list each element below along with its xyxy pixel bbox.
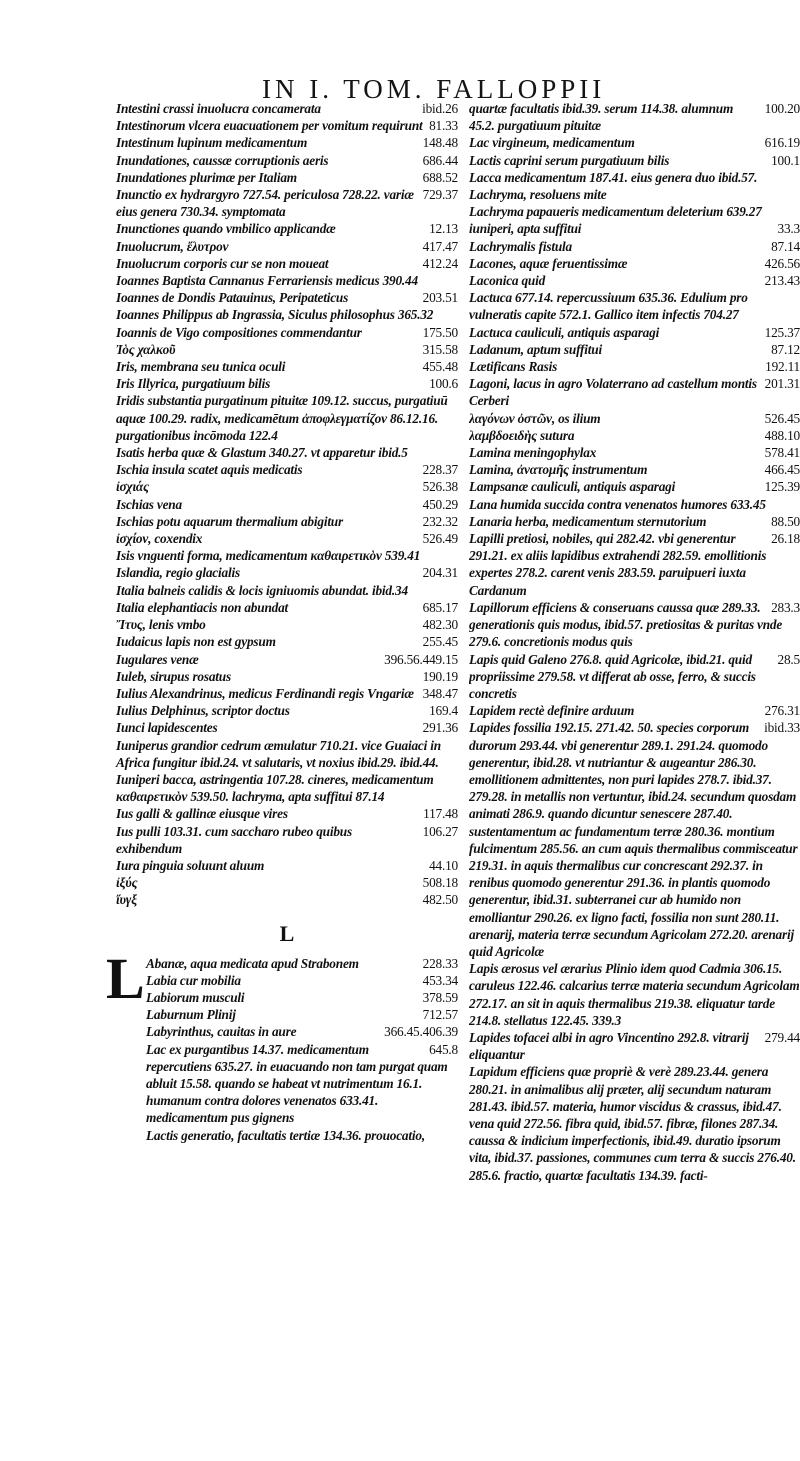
entry-text: Iris Illyrica, purgatiuum bilis — [116, 376, 271, 392]
entry-text: Ioannes Baptista Cannanus Ferrariensis medicus 390.44 — [116, 273, 418, 289]
entry-reference: 213.43 — [764, 273, 800, 289]
entry-reference: 100.1 — [771, 152, 800, 168]
index-entry — [116, 220, 458, 237]
index-entry — [146, 955, 458, 972]
index-entry — [469, 341, 800, 358]
entry-text: Lactuca cauliculi, antiquis asparagi — [469, 324, 660, 340]
entry-text: Lampsanæ cauliculi, antiquis asparagi — [469, 479, 676, 495]
entry-text: Labiorum musculi — [146, 989, 245, 1005]
index-entry — [469, 513, 800, 530]
index-entry — [116, 547, 458, 564]
index-entry — [469, 324, 800, 341]
entry-reference: 203.51 — [422, 290, 458, 306]
entry-text: Intestinum lupinum medicamentum — [116, 135, 308, 151]
entry-reference: 729.37 — [422, 187, 458, 203]
entry-text: Iridis substantia purgatinum pituitæ 109.12. succus, purgatiuū aquæ 100.29. radix, medicamētum ἀποφλεγματίζον 86.12.16. purgationibus incōmoda 122.4 — [116, 393, 448, 443]
entry-text: Intestinorum vlcera euacuationem per vomitum requirunt — [116, 118, 423, 134]
entry-text: ἴυγξ — [116, 892, 137, 908]
index-entry — [469, 461, 800, 478]
entry-text: Ius pulli 103.31. cum saccharo rubeo quibus exhibendum — [116, 823, 352, 856]
index-entry — [116, 341, 458, 358]
index-entry — [116, 530, 458, 547]
entry-text: Labyrinthus, cauitas in aure — [146, 1024, 297, 1040]
index-entry — [469, 702, 800, 719]
index-entry — [116, 392, 458, 444]
entry-reference: 466.45 — [764, 462, 800, 478]
left-entries-l — [116, 955, 458, 1144]
index-entry — [116, 685, 458, 702]
entry-reference: 12.13 — [429, 221, 458, 237]
entry-reference: 578.41 — [764, 445, 800, 461]
index-entry — [116, 169, 458, 186]
running-header: IN I. TOM. FALLOPPII — [262, 74, 606, 104]
entry-text: quartæ facultatis ibid.39. serum 114.38. alumnum 45.2. purgatiuum pituitæ — [469, 101, 734, 134]
entry-text: Labia cur mobilia — [146, 972, 241, 988]
index-entry — [469, 651, 800, 703]
entry-reference: 645.8 — [429, 1041, 458, 1057]
entry-text: Lac virgineum, medicamentum — [469, 135, 635, 151]
entry-reference: 26.18 — [771, 531, 800, 547]
entry-text: Lagoni, lacus in agro Volaterrano ad castellum montis Cerberi — [469, 376, 757, 409]
entry-reference: 688.52 — [422, 169, 458, 185]
entry-text: Lapidum efficiens quæ propriè & verè 289.23.44. genera 280.21. in animalibus alij præter, alij secundum naturam 281.43. ibid.57. materia, humor viscidus & crassus, ibid.47. vena quid 272.56. fibra quid, ibid.57. fibræ, filones 287.34. caussa & indicium imperfectionis, ibid.49. duratio ipsorum vita, ibid.37. passiones, communes cum terra & succis 276.40. 285.6. fractio, quartæ facultatis 134.39. facti- — [469, 1064, 796, 1183]
entry-reference: 315.58 — [422, 341, 458, 357]
entry-text: Lapis ærosus vel ærarius Plinio idem quod Cadmia 306.15. caruleus 122.46. calcarius terræ materia secundum Agricolam 272.17. an sit in aquis thermalibus 219.38. eliquatur tarde 214.8. stellatus 122.45. 339.3 — [469, 961, 800, 1028]
index-entry — [116, 668, 458, 685]
index-entry — [469, 375, 800, 409]
entry-reference: ibid.26 — [422, 101, 458, 116]
entry-reference: 482.30 — [422, 617, 458, 633]
index-entry — [116, 358, 458, 375]
index-entry — [469, 1063, 800, 1183]
index-entry — [469, 599, 800, 651]
index-entry — [469, 530, 800, 599]
entry-reference: 450.29 — [422, 496, 458, 512]
entry-text: Iuleb, sirupus rosatus — [116, 668, 231, 684]
entry-reference: 87.12 — [771, 341, 800, 357]
index-entry — [469, 427, 800, 444]
entry-reference: ibid.33 — [764, 720, 800, 736]
index-entry — [116, 582, 458, 599]
entry-text: Lactis generatio, facultatis tertiæ 134.36. prouocatio, — [146, 1127, 425, 1143]
entry-text: Isatis herba quæ & Glastum 340.27. vt apparetur ibid.5 — [116, 445, 408, 461]
index-entry — [469, 289, 800, 323]
entry-reference: 81.33 — [429, 118, 458, 134]
entry-text: Ischias potu aquarum thermalium abigitur — [116, 513, 343, 529]
entry-reference: 283.3 — [771, 599, 800, 615]
entry-text: Abanæ, aqua medicata apud Strabonem — [146, 955, 359, 971]
entry-text: Laburnum Plinij — [146, 1007, 236, 1023]
entry-text: Lactis caprini serum purgatiuum bilis — [469, 152, 670, 168]
entry-text: Intestini crassi inuolucra concamerata — [116, 101, 321, 116]
entry-reference: 279.44 — [764, 1029, 800, 1045]
entry-reference: 455.48 — [422, 359, 458, 375]
index-entry — [116, 857, 458, 874]
index-entry — [469, 100, 800, 134]
entry-reference: 488.10 — [764, 427, 800, 443]
index-entry — [116, 771, 458, 805]
index-entry — [469, 478, 800, 495]
index-entry — [116, 702, 458, 719]
index-entry — [116, 805, 458, 822]
index-entry — [469, 152, 800, 169]
entry-reference: 412.24 — [422, 255, 458, 271]
entry-reference: 169.4 — [429, 703, 458, 719]
entry-reference: 255.45 — [422, 634, 458, 650]
dropcap-block — [106, 945, 458, 1144]
entry-text: Ioannes de Dondis Patauinus, Peripateticus — [116, 290, 349, 306]
index-entry — [469, 358, 800, 375]
entry-reference: 228.33 — [422, 955, 458, 971]
index-entry — [469, 255, 800, 272]
index-entry — [116, 289, 458, 306]
index-entry — [116, 651, 458, 668]
left-column — [106, 100, 458, 1144]
entry-text: Ioannes Philippus ab Ingrassia, Siculus philosophus 365.32 — [116, 307, 434, 323]
entry-reference: 228.37 — [422, 462, 458, 478]
entry-text: Ἴτυς, lenis vmbo — [116, 617, 206, 633]
entry-text: Lacones, aquæ feruentissimæ — [469, 255, 628, 271]
entry-text: Ἰὸς χαλκοῦ — [116, 341, 176, 357]
entry-text: Lactuca 677.14. repercussiuum 635.36. Edulium pro vulneratis capite 572.1. Gallico item infectis 704.27 — [469, 290, 748, 323]
index-entry — [116, 152, 458, 169]
entry-text: Iuniperus grandior cedrum æmulatur 710.21. vice Guaiaci in Africa fungitur ibid.24. vt salutaris, vt noxius ibid.29. ibid.44. — [116, 737, 441, 770]
entry-reference: 348.47 — [422, 685, 458, 701]
entry-text: Ischias vena — [116, 496, 182, 512]
index-entry — [116, 891, 458, 908]
entry-reference: 686.44 — [422, 152, 458, 168]
entry-text: Lapides fossilia 192.15. 271.42. 50. species corporum durorum 293.44. vbi generentur 289.1. 291.24. quomodo generentur, ibid.28. vt nutriantur & augeantur 286.30. emollitionem admittentes, non puri lapides 278.7. ibid.37. 279.28. in metallis non vertuntur, ibid.24. secundum quosdam animati 286.9. quando dicuntur senescere 287.40. sustentamentum ac fundamentum terræ 280.36. montium fulcimentum 285.56. an cum aquis thermalibus commisceatur 219.31. in aquis thermalibus cur concrescant 292.37. in renibus quomodo generentur 291.36. in plantis quomodo generentur, ibid.31. subterranei cur ab humido non emolliantur 290.26. ex ligno facti, fossilia non sunt 280.11. arenarij, materia terræ secundum Agricolam 272.20. arenarij quid Agricolæ — [469, 720, 798, 959]
entry-text: Islandia, regio glacialis — [116, 565, 240, 581]
index-entry — [116, 461, 458, 478]
entry-text: Lamina meningophylax — [469, 445, 597, 461]
entry-reference: 417.47 — [422, 238, 458, 254]
entry-text: Inuolucrum corporis cur se non moueat — [116, 255, 329, 271]
entry-reference: 616.19 — [764, 135, 800, 151]
entry-reference: 378.59 — [422, 989, 458, 1005]
entry-text: Lapides tofacei albi in agro Vincentino 292.8. vitrarij eliquantur — [469, 1029, 749, 1063]
entry-text: Laconica quid — [469, 273, 546, 289]
entry-text: Inuolucrum, ἔλυτρον — [116, 238, 229, 254]
index-entry — [469, 719, 800, 960]
entry-text: Lamina, ἀνατομῆς instrumentum — [469, 462, 648, 478]
entry-reference: 100.6 — [429, 376, 458, 392]
entry-reference: 712.57 — [422, 1007, 458, 1023]
entry-reference: 276.31 — [764, 703, 800, 719]
entry-reference: 88.50 — [771, 513, 800, 529]
entry-text: Lanaria herba, medicamentum sternutorium — [469, 513, 707, 529]
index-entry — [146, 989, 458, 1006]
entry-text: Italia elephantiacis non abundat — [116, 599, 289, 615]
entry-text: Iura pinguia soluunt aluum — [116, 857, 265, 873]
entry-reference: 175.50 — [422, 324, 458, 340]
entry-text: Iunci lapidescentes — [116, 720, 218, 736]
index-entry — [116, 823, 458, 857]
entry-text: Inundationes, caussæ corruptionis aeris — [116, 152, 329, 168]
entry-text: Lacca medicamentum 187.41. eius genera duo ibid.57. — [469, 169, 758, 185]
entry-text: Iudaicus lapis non est gypsum — [116, 634, 276, 650]
entry-reference: 100.20 — [764, 101, 800, 116]
entry-text: Lana humida succida contra venenatos humores 633.45 — [469, 496, 766, 512]
index-entry — [116, 719, 458, 736]
entry-text: Lætificans Rasis — [469, 359, 558, 375]
index-entry — [116, 616, 458, 633]
index-entry — [469, 444, 800, 461]
index-entry — [146, 1041, 458, 1127]
entry-text: Ius galli & gallinæ eiusque vires — [116, 806, 288, 822]
index-entry — [116, 375, 458, 392]
entry-reference: 508.18 — [422, 875, 458, 891]
index-entry — [116, 324, 458, 341]
entry-reference: 117.48 — [423, 806, 458, 822]
entry-text: Lachryma, resoluens mite — [469, 187, 607, 203]
index-entry — [116, 737, 458, 771]
index-entry — [146, 972, 458, 989]
entry-text: Iris, membrana seu tunica oculi — [116, 359, 286, 375]
index-entry — [116, 444, 458, 461]
entry-text: Isis vnguenti forma, medicamentum καθαιρετικὸν 539.41 — [116, 548, 421, 564]
index-entry — [469, 238, 800, 255]
entry-text: Ladanum, aptum suffitui — [469, 341, 602, 357]
entry-reference: 33.3 — [777, 221, 800, 237]
entry-reference: 28.5 — [777, 651, 800, 667]
entry-text: Inunctio ex hydrargyro 727.54. periculosa 728.22. variæ eius genera 730.34. symptomata — [116, 187, 414, 220]
index-entry — [469, 169, 800, 186]
index-entry — [469, 186, 800, 203]
index-entry — [116, 186, 458, 220]
entry-text: Inunctiones quando vmbilico applicandæ — [116, 221, 336, 237]
index-entry — [469, 496, 800, 513]
entry-text: iuniperi, apta suffitui — [469, 221, 582, 237]
index-entry — [116, 564, 458, 581]
entry-reference: 526.38 — [422, 479, 458, 495]
index-entry — [116, 238, 458, 255]
index-entry — [146, 1023, 458, 1040]
entry-text: Lachryma papaueris medicamentum deleterium 639.27 — [469, 204, 762, 220]
index-entry — [116, 496, 458, 513]
entry-text: Ischia insula scatet aquis medicatis — [116, 462, 303, 478]
index-entry — [116, 272, 458, 289]
index-entry — [116, 478, 458, 495]
entry-text: Inundationes plurimæ per Italiam — [116, 169, 297, 185]
index-entry — [469, 134, 800, 151]
index-entry — [116, 255, 458, 272]
entry-reference: 482.50 — [422, 892, 458, 908]
entry-reference: 453.34 — [422, 972, 458, 988]
entry-reference: 44.10 — [429, 857, 458, 873]
dropcap: L — [106, 945, 145, 1011]
entry-reference: 232.32 — [422, 513, 458, 529]
index-entry — [116, 306, 458, 323]
entry-reference: 125.39 — [764, 479, 800, 495]
entry-text: Iuniperi bacca, astringentia 107.28. cineres, medicamentum καθαιρετικὸν 539.50. lachryma, apta suffitui 87.14 — [116, 771, 434, 805]
index-entry — [116, 874, 458, 891]
entry-text: λαγόνων ὀστῶν, os ilium — [469, 410, 601, 426]
index-entry — [469, 1029, 800, 1063]
entry-text: Iulius Alexandrinus, medicus Ferdinandi regis Vngariæ — [116, 685, 414, 701]
section-letter: L — [279, 920, 295, 946]
right-entries — [469, 100, 800, 1184]
index-entry — [469, 410, 800, 427]
entry-text: Lachrymalis fistula — [469, 238, 572, 254]
right-column — [469, 100, 800, 1184]
entry-reference: 526.45 — [764, 410, 800, 426]
entry-text: Lac ex purgantibus 14.37. medicamentum repercutiens 635.27. in euacuando non tam purgat quam abluit 15.58. quando se habeat vt nutrimentum 16.1. humanum contra dolores venenatos 633.41. medicamentum pus gignens — [146, 1041, 448, 1126]
entry-reference: 192.11 — [765, 359, 800, 375]
index-entry — [116, 134, 458, 151]
entry-text: Lapidem rectè definire arduum — [469, 703, 635, 719]
index-entry — [469, 960, 800, 1029]
entry-text: ἰσχίον, coxendix — [116, 531, 203, 547]
index-entry — [116, 599, 458, 616]
entry-text: Iulius Delphinus, scriptor doctus — [116, 703, 290, 719]
entry-reference: 190.19 — [422, 668, 458, 684]
entry-text: Lapillorum efficiens & conseruans caussa quæ 289.33. generationis quis modus, ibid.57. pretiositas & puritas vnde 279.6. concretionis modus quis — [469, 599, 783, 650]
entry-reference: 366.45.406.39 — [384, 1024, 458, 1040]
entry-text: Ioannis de Vigo compositiones commendantur — [116, 324, 362, 340]
entry-text: Italia balneis calidis & locis igniuomis abundat. ibid.34 — [116, 582, 408, 598]
entry-reference: 201.31 — [764, 376, 800, 392]
index-entry — [469, 203, 800, 220]
entry-reference: 125.37 — [764, 324, 800, 340]
entry-text: Lapilli pretiosi, nobiles, qui 282.42. vbi generentur 291.21. ex aliis lapidibus extrahendi 282.59. emollitionis expertes 278.2. carent venis 283.59. paruipueri iuxta Cardanum — [469, 531, 767, 598]
index-entry — [469, 272, 800, 289]
index-entry — [116, 100, 458, 117]
entry-text: λαμβδοειδὴς sutura — [469, 427, 575, 443]
entry-text: Iugulares venæ — [116, 651, 199, 667]
index-entry — [146, 1127, 458, 1144]
index-entry — [116, 633, 458, 650]
entry-reference: 685.17 — [422, 599, 458, 615]
index-entry — [116, 513, 458, 530]
index-entry — [116, 117, 458, 134]
entry-reference: 204.31 — [422, 565, 458, 581]
index-entry — [146, 1006, 458, 1023]
entry-reference: 291.36 — [422, 720, 458, 736]
entry-reference: 106.27 — [422, 823, 458, 839]
left-entries-i — [116, 100, 458, 909]
entry-text: Lapis quid Galeno 276.8. quid Agricolæ, ibid.21. quid propriissime 279.58. vt differat ab osse, ferro, & succis concretis — [469, 651, 756, 701]
index-entry — [469, 220, 800, 237]
entry-reference: 87.14 — [771, 238, 800, 254]
entry-reference: 148.48 — [422, 135, 458, 151]
entry-text: ἰξύς — [116, 875, 138, 891]
entry-reference: 526.49 — [422, 531, 458, 547]
entry-text: ἰσχιάς — [116, 479, 149, 495]
entry-reference: 426.56 — [764, 255, 800, 271]
entry-reference: 396.56.449.15 — [384, 651, 458, 667]
